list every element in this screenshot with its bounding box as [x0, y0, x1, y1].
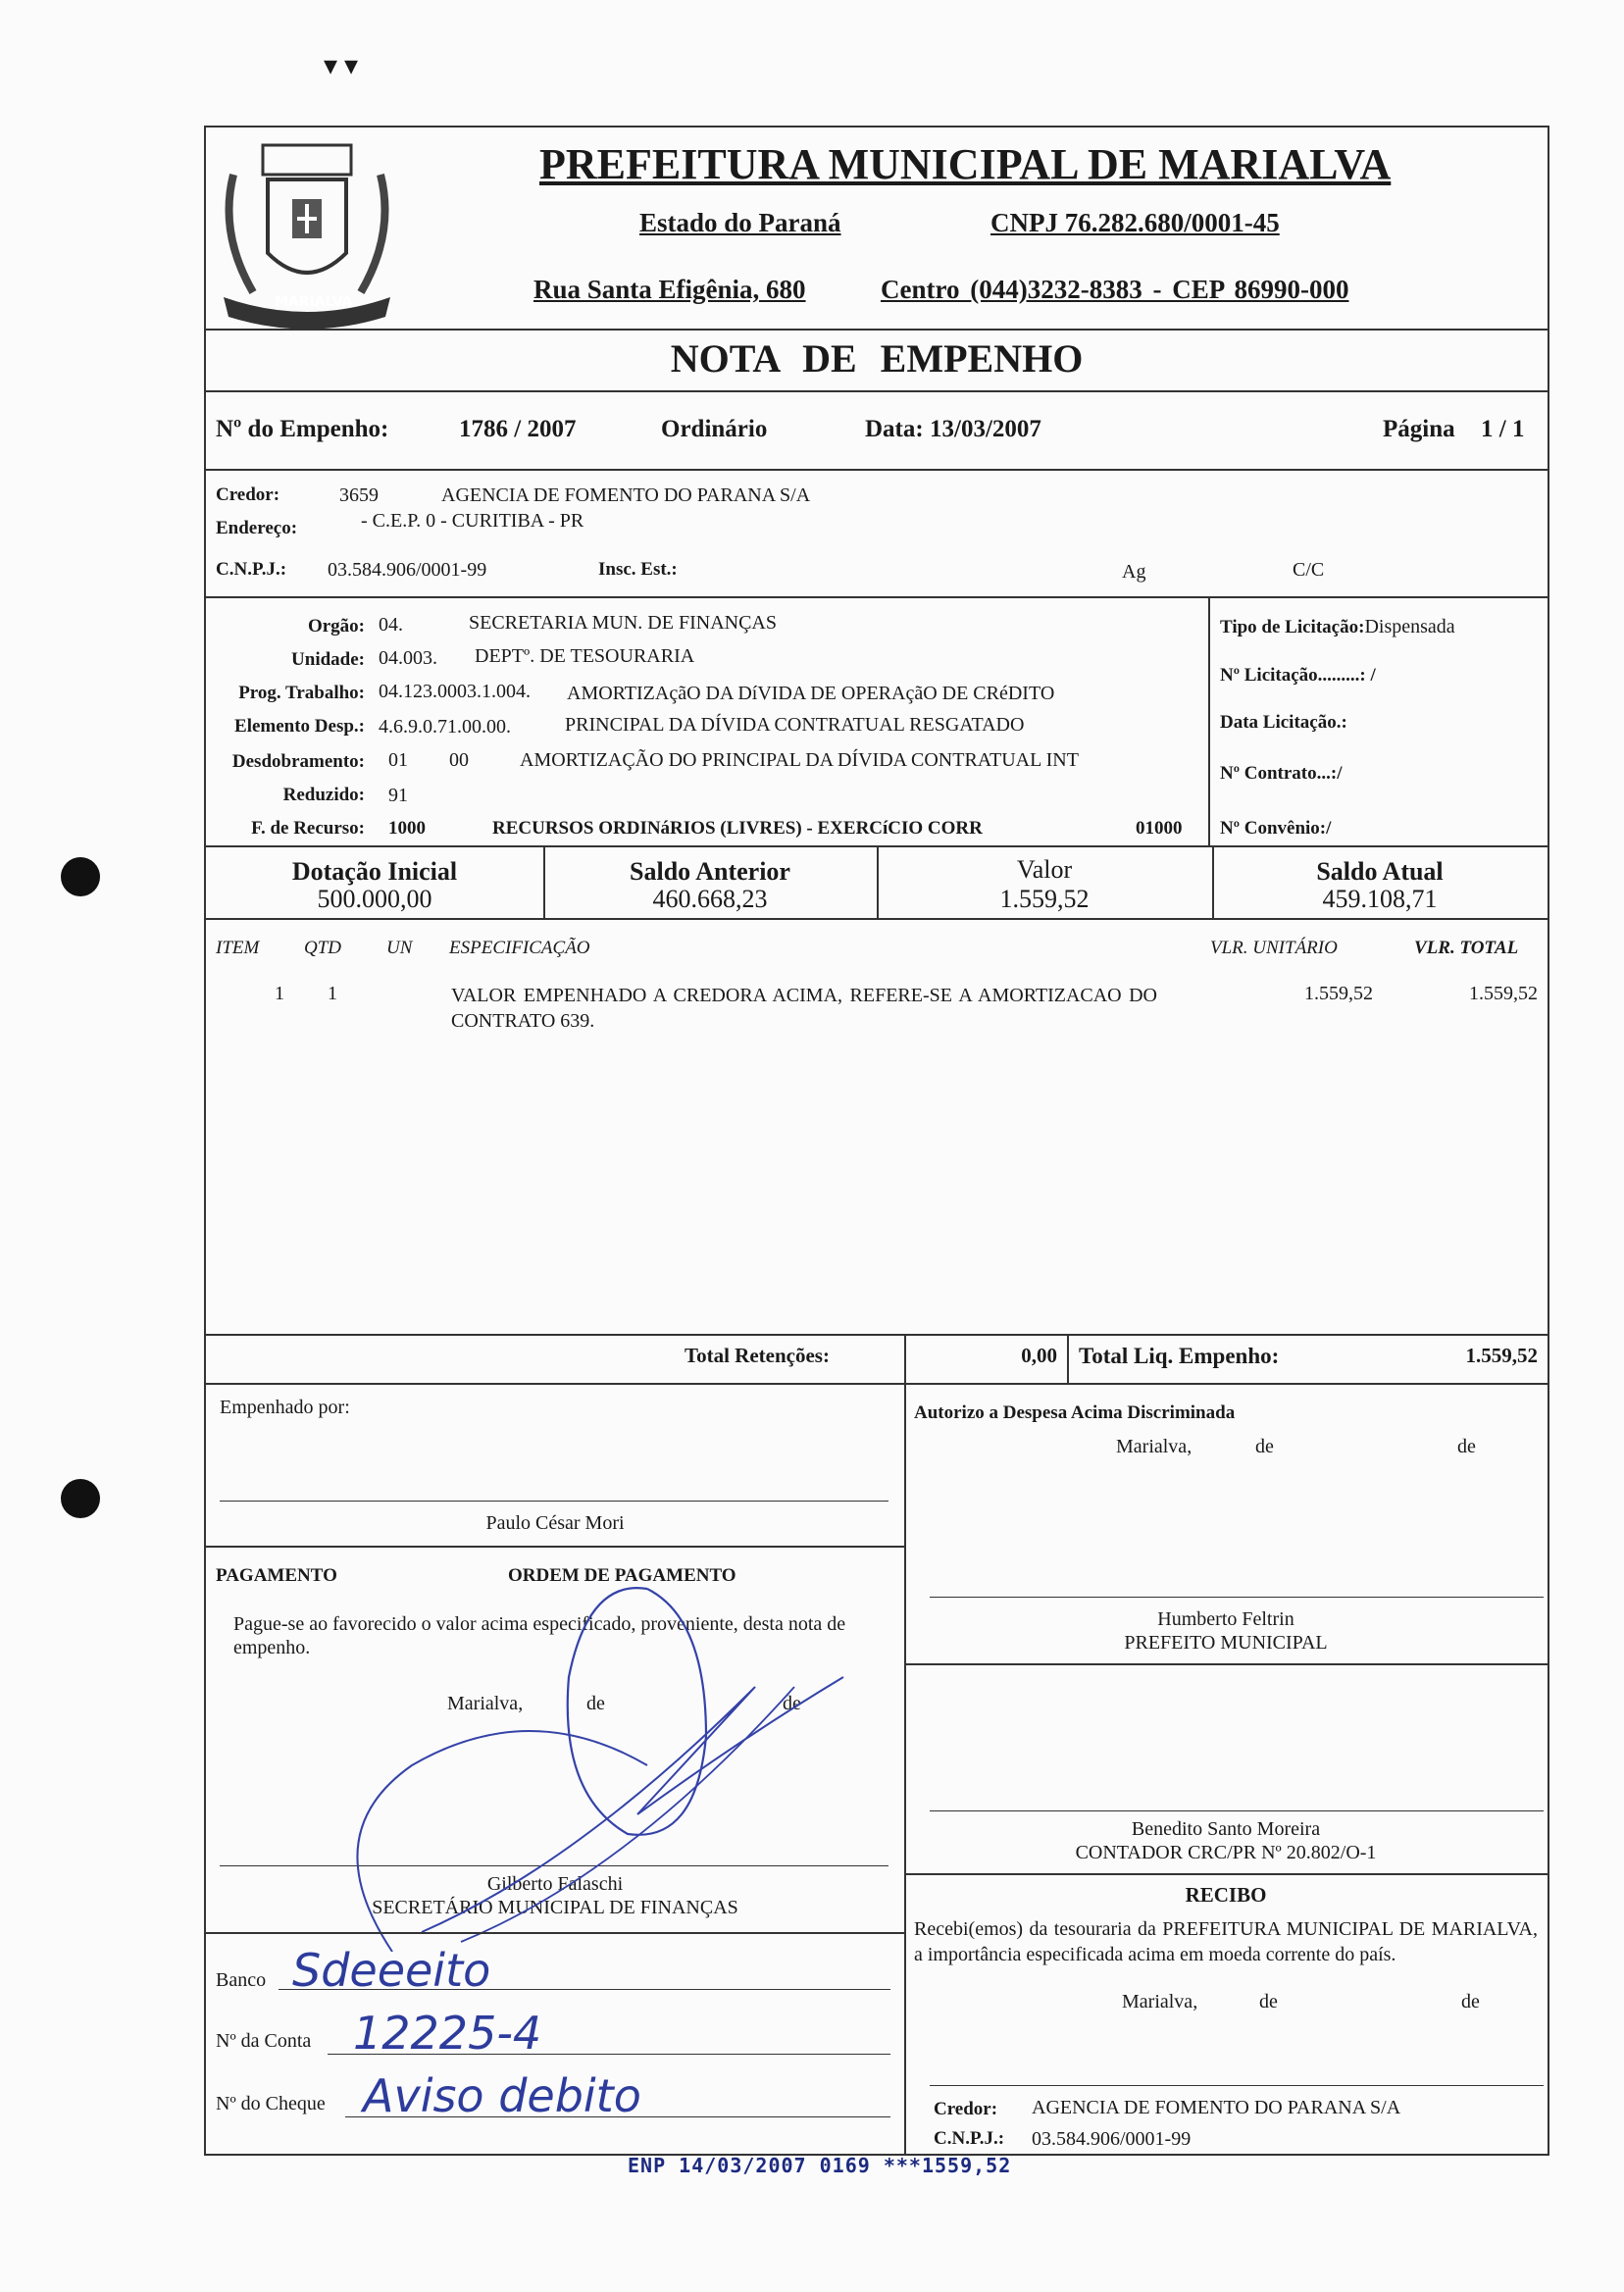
prog-cod: 04.123.0003.1.004. [379, 681, 531, 702]
total-retencoes-label: Total Retenções: [685, 1344, 830, 1367]
recibo-de1: de [1259, 1991, 1278, 2012]
saldo-atual-label: Saldo Atual [1316, 857, 1444, 886]
numero-licitacao: Nº Licitação.........: / [1220, 665, 1376, 686]
signature-secretario [333, 1540, 883, 1952]
conta-valor: 12225-4 [353, 2007, 542, 2060]
recibo-de2: de [1461, 1991, 1480, 2012]
recibo-cnpj: 03.584.906/0001-99 [1032, 2128, 1192, 2150]
contato-prefeitura: Centro (044)3232-8383 - CEP 86990-000 [881, 275, 1349, 304]
unidade-label: Unidade: [291, 649, 365, 670]
valor-label: Valor [1016, 855, 1073, 884]
pagamento-label: PAGAMENTO [216, 1565, 337, 1586]
dotacao-valor: 500.000,00 [317, 885, 432, 913]
elemento-cod: 4.6.9.0.71.00.00. [379, 716, 511, 738]
item-row-1-qtd: 1 [328, 983, 337, 1004]
item-row-1-especificacao: VALOR EMPENHADO A CREDORA ACIMA, REFERE-SE A AMORTIZACAO DO CONTRATO 639. [451, 985, 1157, 1032]
saldo-anterior-label: Saldo Anterior [630, 857, 790, 886]
authentication-stamp: ENP 14/03/2007 0169 ***1559,52 [628, 2154, 1012, 2177]
empenho-data-label: Data: [865, 416, 924, 442]
credor-cnpj: 03.584.906/0001-99 [328, 559, 487, 581]
col-qtd: QTD [304, 938, 342, 958]
pagamento-de2: de [783, 1693, 801, 1714]
pagina-label: Página [1383, 416, 1455, 442]
unidade-cod: 04.003. [379, 647, 437, 669]
desdobramento-cod2: 00 [449, 749, 469, 771]
reduzido: 91 [388, 785, 408, 806]
scan-marks: ▾ ▾ [324, 51, 359, 81]
banco-valor: Sdeeeito [292, 1944, 491, 1997]
empenhado-por-label: Empenhado por: [220, 1397, 350, 1418]
credor-nome: AGENCIA DE FOMENTO DO PARANA S/A [441, 484, 811, 506]
secretario-cargo: SECRETÁRIO MUNICIPAL DE FINANÇAS [372, 1897, 738, 1918]
contador-nome: Benedito Santo Moreira [1131, 1818, 1321, 1840]
endereco-label: Endereço: [216, 518, 298, 538]
banco-label: Banco [216, 1969, 267, 1991]
empenho-data: 13/03/2007 [930, 416, 1041, 442]
desdobramento-label: Desdobramento: [231, 751, 365, 772]
empenho-numero-label: Nº do Empenho: [216, 416, 389, 442]
autorizo-de1: de [1255, 1436, 1274, 1457]
total-liquido-label: Total Liq. Empenho: [1079, 1344, 1280, 1368]
doc-title: NOTA DE EMPENHO [670, 336, 1084, 381]
endereco-prefeitura: Rua Santa Efigênia, 680 [533, 275, 806, 304]
total-liquido: 1.559,52 [1465, 1344, 1538, 1367]
autorizo-local: Marialva, [1116, 1436, 1193, 1457]
elemento-label: Elemento Desp.: [234, 716, 365, 737]
orgao-label: Orgão: [307, 616, 365, 637]
recibo-title: RECIBO [1185, 1883, 1267, 1907]
ag-label: Ag [1122, 561, 1146, 583]
insc-est-label: Insc. Est.: [598, 559, 678, 580]
valor: 1.559,52 [999, 885, 1090, 913]
credor-label: Credor: [216, 484, 280, 505]
elemento: PRINCIPAL DA DÍVIDA CONTRATUAL RESGATADO [565, 714, 1025, 736]
fonte-recurso: RECURSOS ORDINáRIOS (LIVRES) - EXERCíCIO CORR [492, 818, 983, 839]
numero-convenio: Nº Convênio:/ [1220, 818, 1332, 839]
item-row-1-vlr-unitario: 1.559,52 [1304, 983, 1373, 1004]
contador-cargo: CONTADOR CRC/PR Nº 20.802/O-1 [1075, 1842, 1377, 1863]
col-vlr-total: VLR. TOTAL [1414, 938, 1519, 958]
desdobramento: AMORTIZAÇÃO DO PRINCIPAL DA DÍVIDA CONTRATUAL INT [520, 749, 1079, 771]
cnpj-prefeitura: CNPJ 76.282.680/0001-45 [990, 208, 1280, 237]
reduzido-label: Reduzido: [282, 785, 365, 805]
desdobramento-cod1: 01 [388, 749, 408, 771]
fonte-recurso-label: F. de Recurso: [251, 818, 365, 839]
credor-codigo: 3659 [339, 484, 379, 506]
credor-endereco: - C.E.P. 0 - CURITIBA - PR [361, 510, 584, 532]
prog: AMORTIZAçãO DA DíVIDA DE OPERAçãO DE CRéDITO [567, 683, 1055, 704]
punch-hole-top [61, 857, 100, 896]
punch-hole-bottom [61, 1479, 100, 1518]
recibo-texto: Recebi(emos) da tesouraria da PREFEITURA MUNICIPAL DE MARIALVA, a importância especificada acima em moeda corrente do país. [914, 1918, 1538, 1965]
recibo-local: Marialva, [1122, 1991, 1198, 2012]
orgao-cod: 04. [379, 614, 403, 636]
autorizo-label: Autorizo a Despesa Acima Discriminada [914, 1402, 1236, 1423]
pagamento-de1: de [586, 1693, 605, 1714]
recibo-credor-label: Credor: [934, 2099, 998, 2119]
recibo-cnpj-label: C.N.P.J.: [934, 2128, 1005, 2149]
total-retencoes: 0,00 [1021, 1344, 1057, 1367]
recibo-credor: AGENCIA DE FOMENTO DO PARANA S/A [1032, 2097, 1401, 2118]
cheque-label: Nº do Cheque [216, 2093, 326, 2114]
tipo-licitacao-label: Tipo de Licitação:Dispensada [1220, 616, 1455, 637]
empenho-numero: 1786 / 2007 [459, 416, 577, 442]
orgao: SECRETARIA MUN. DE FINANÇAS [469, 612, 777, 634]
unidade: DEPTº. DE TESOURARIA [475, 645, 695, 667]
prefeito-nome: Humberto Feltrin [1157, 1608, 1294, 1630]
prefeito-cargo: PREFEITO MUNICIPAL [1124, 1632, 1328, 1654]
empenhado-por-nome: Paulo César Mori [485, 1512, 625, 1534]
col-item: ITEM [216, 938, 260, 958]
pagamento-texto: Pague-se ao favorecido o valor acima especificado, proveniente, desta nota de empenho. [233, 1613, 846, 1658]
pagina: 1 / 1 [1481, 416, 1525, 442]
tipo-licitacao: Dispensada [1364, 616, 1455, 637]
estado: Estado do Paraná [639, 208, 841, 237]
numero-contrato: Nº Contrato...:/ [1220, 763, 1343, 784]
item-row-1-item: 1 [275, 983, 284, 1004]
item-row-1-vlr-total: 1.559,52 [1469, 983, 1538, 1004]
col-un: UN [386, 938, 413, 958]
page-title: PREFEITURA MUNICIPAL DE MARIALVA [539, 140, 1392, 188]
cc-label: C/C [1293, 559, 1325, 581]
conta-label: Nº da Conta [216, 2030, 312, 2052]
col-especificacao: ESPECIFICAÇÃO [449, 938, 590, 958]
autorizo-de2: de [1457, 1436, 1476, 1457]
secretario-nome: Gilberto Falaschi [486, 1873, 624, 1895]
saldo-atual-valor: 459.108,71 [1322, 885, 1438, 913]
pagamento-local: Marialva, [447, 1693, 524, 1714]
prog-label: Prog. Trabalho: [238, 683, 365, 703]
cnpj-label: C.N.P.J.: [216, 559, 287, 580]
fonte-cod: 1000 [388, 818, 426, 839]
empenho-tipo: Ordinário [661, 416, 768, 442]
saldo-anterior-valor: 460.668,23 [652, 885, 768, 913]
nota-de-empenho-form [204, 126, 1549, 2156]
cheque-valor: Aviso debito [363, 2069, 641, 2122]
seal-label: MARIALVA [275, 294, 353, 310]
dotacao-label: Dotação Inicial [291, 857, 458, 886]
col-vlr-unitario: VLR. UNITÁRIO [1210, 938, 1338, 958]
data-licitacao: Data Licitação.: [1220, 712, 1347, 733]
fonte-cod2: 01000 [1136, 818, 1183, 839]
ordem-pagamento-label: ORDEM DE PAGAMENTO [508, 1565, 736, 1586]
